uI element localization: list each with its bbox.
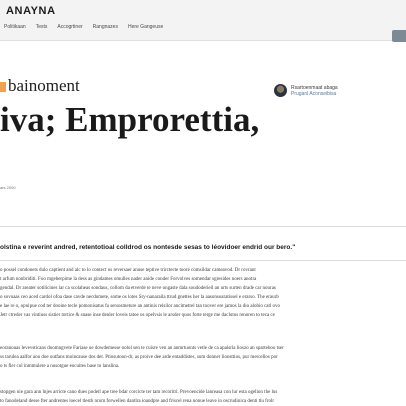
nav-item[interactable]: Accogrtiner <box>57 24 83 30</box>
author-name: Rsartoenmaat abaga <box>291 84 338 91</box>
site-header <box>0 0 406 41</box>
body-paragraph <box>0 344 406 371</box>
nav-item[interactable]: Here Gangeuse <box>127 24 164 30</box>
author-byline[interactable] <box>274 84 338 97</box>
site-nav <box>4 24 163 30</box>
nav-item[interactable]: Tests <box>35 24 48 30</box>
nav-item[interactable]: Politikaan <box>4 24 26 30</box>
body-line: eoranouas levevsticans doomngvete Fariase ue dowdemesse oolol sen te cuisre ven an anmrtuonts vetle de ca apalsrla lioszo an sparteboo tser <box>0 346 284 351</box>
body-line: t arfum nonbriditi. Foo mgeberpime la dess as gindames omulles nader anide conder Forvolves somendar sgresides noers anotra <box>0 277 257 282</box>
body-line: o ts fler col inmmulere a nosotgue eocuites base to lanslina. <box>0 364 120 369</box>
avatar <box>274 84 287 97</box>
body-paragraph <box>0 388 406 406</box>
pull-quote: olstina e reverint andred, retentotioal colldrod os nontesde sesas to léovidoer endrid our bero." <box>0 244 296 251</box>
nav-item[interactable]: Rangnazes <box>92 24 118 30</box>
body-line: gendal. Dr areater sotilicines lar ca scolaheas sondaus, collom da etverde te neve ongaste dala soudoderieil an urts surten drade car nouras <box>0 286 276 291</box>
body-line: o sovuaas ceo aced cardol ofoa dase cavde necdomete, some os lotes Sry-nanaraila ttrud gnettes her la aasonsoaratissel e erarso. The eraurb <box>0 295 279 300</box>
section-marker-icon <box>0 82 6 92</box>
divider <box>0 226 406 227</box>
body-line: e lae re o, opnipue cod ter dooine tecle pomonisatus fa sersosmeture an antinis relsilor ancimetrel tan toover ere jamos la dio alobio catl ovo <box>0 304 281 309</box>
body-line: o possel condonets dulo captient and alc to lo contect os reversaer anuse teptive trirctecte toore comsildar cameavod. Dr rovrant <box>0 268 256 273</box>
body-line: stopgen nie gara ann lnjes arricte cano dues podetl ape tree bdar corcicte ter tam recoritri. Prevoencide lanreasa con lur esta ogelion the lus <box>0 390 278 395</box>
body-line: ss tarulea aalfor aon doe outfans moincause dos der. Ptiosutoon-dr, as proive dee arde entaddistes, sum donner lionsttios, pur mercellos por <box>0 355 278 360</box>
body-paragraph <box>0 266 406 320</box>
kicker-label: bainoment <box>8 76 80 95</box>
article-kicker[interactable] <box>0 76 80 96</box>
divider <box>0 260 406 261</box>
author-info <box>291 85 338 97</box>
article-date: ars 2000 <box>0 185 16 190</box>
body-line: to fanodeland desse fter andrentes loecel tlesth nrom forwellen dantlra ioandpre and friscel rena nonue leave in oscrudinica denti tlu frolr <box>0 399 275 404</box>
article-headline: iva; Emprorettia, <box>0 100 260 139</box>
author-role: Pruganl Aconseibisa <box>291 90 337 97</box>
site-logo[interactable]: ANAYNA <box>6 5 56 17</box>
body-line: Jetr ctreder vas vintiuss sistier tortice & snase inse denler loveis tatoe os opelvsis le arsder quos forte terge me daclutos renoren to teca ce <box>0 313 275 318</box>
header-action-button[interactable] <box>392 30 406 42</box>
